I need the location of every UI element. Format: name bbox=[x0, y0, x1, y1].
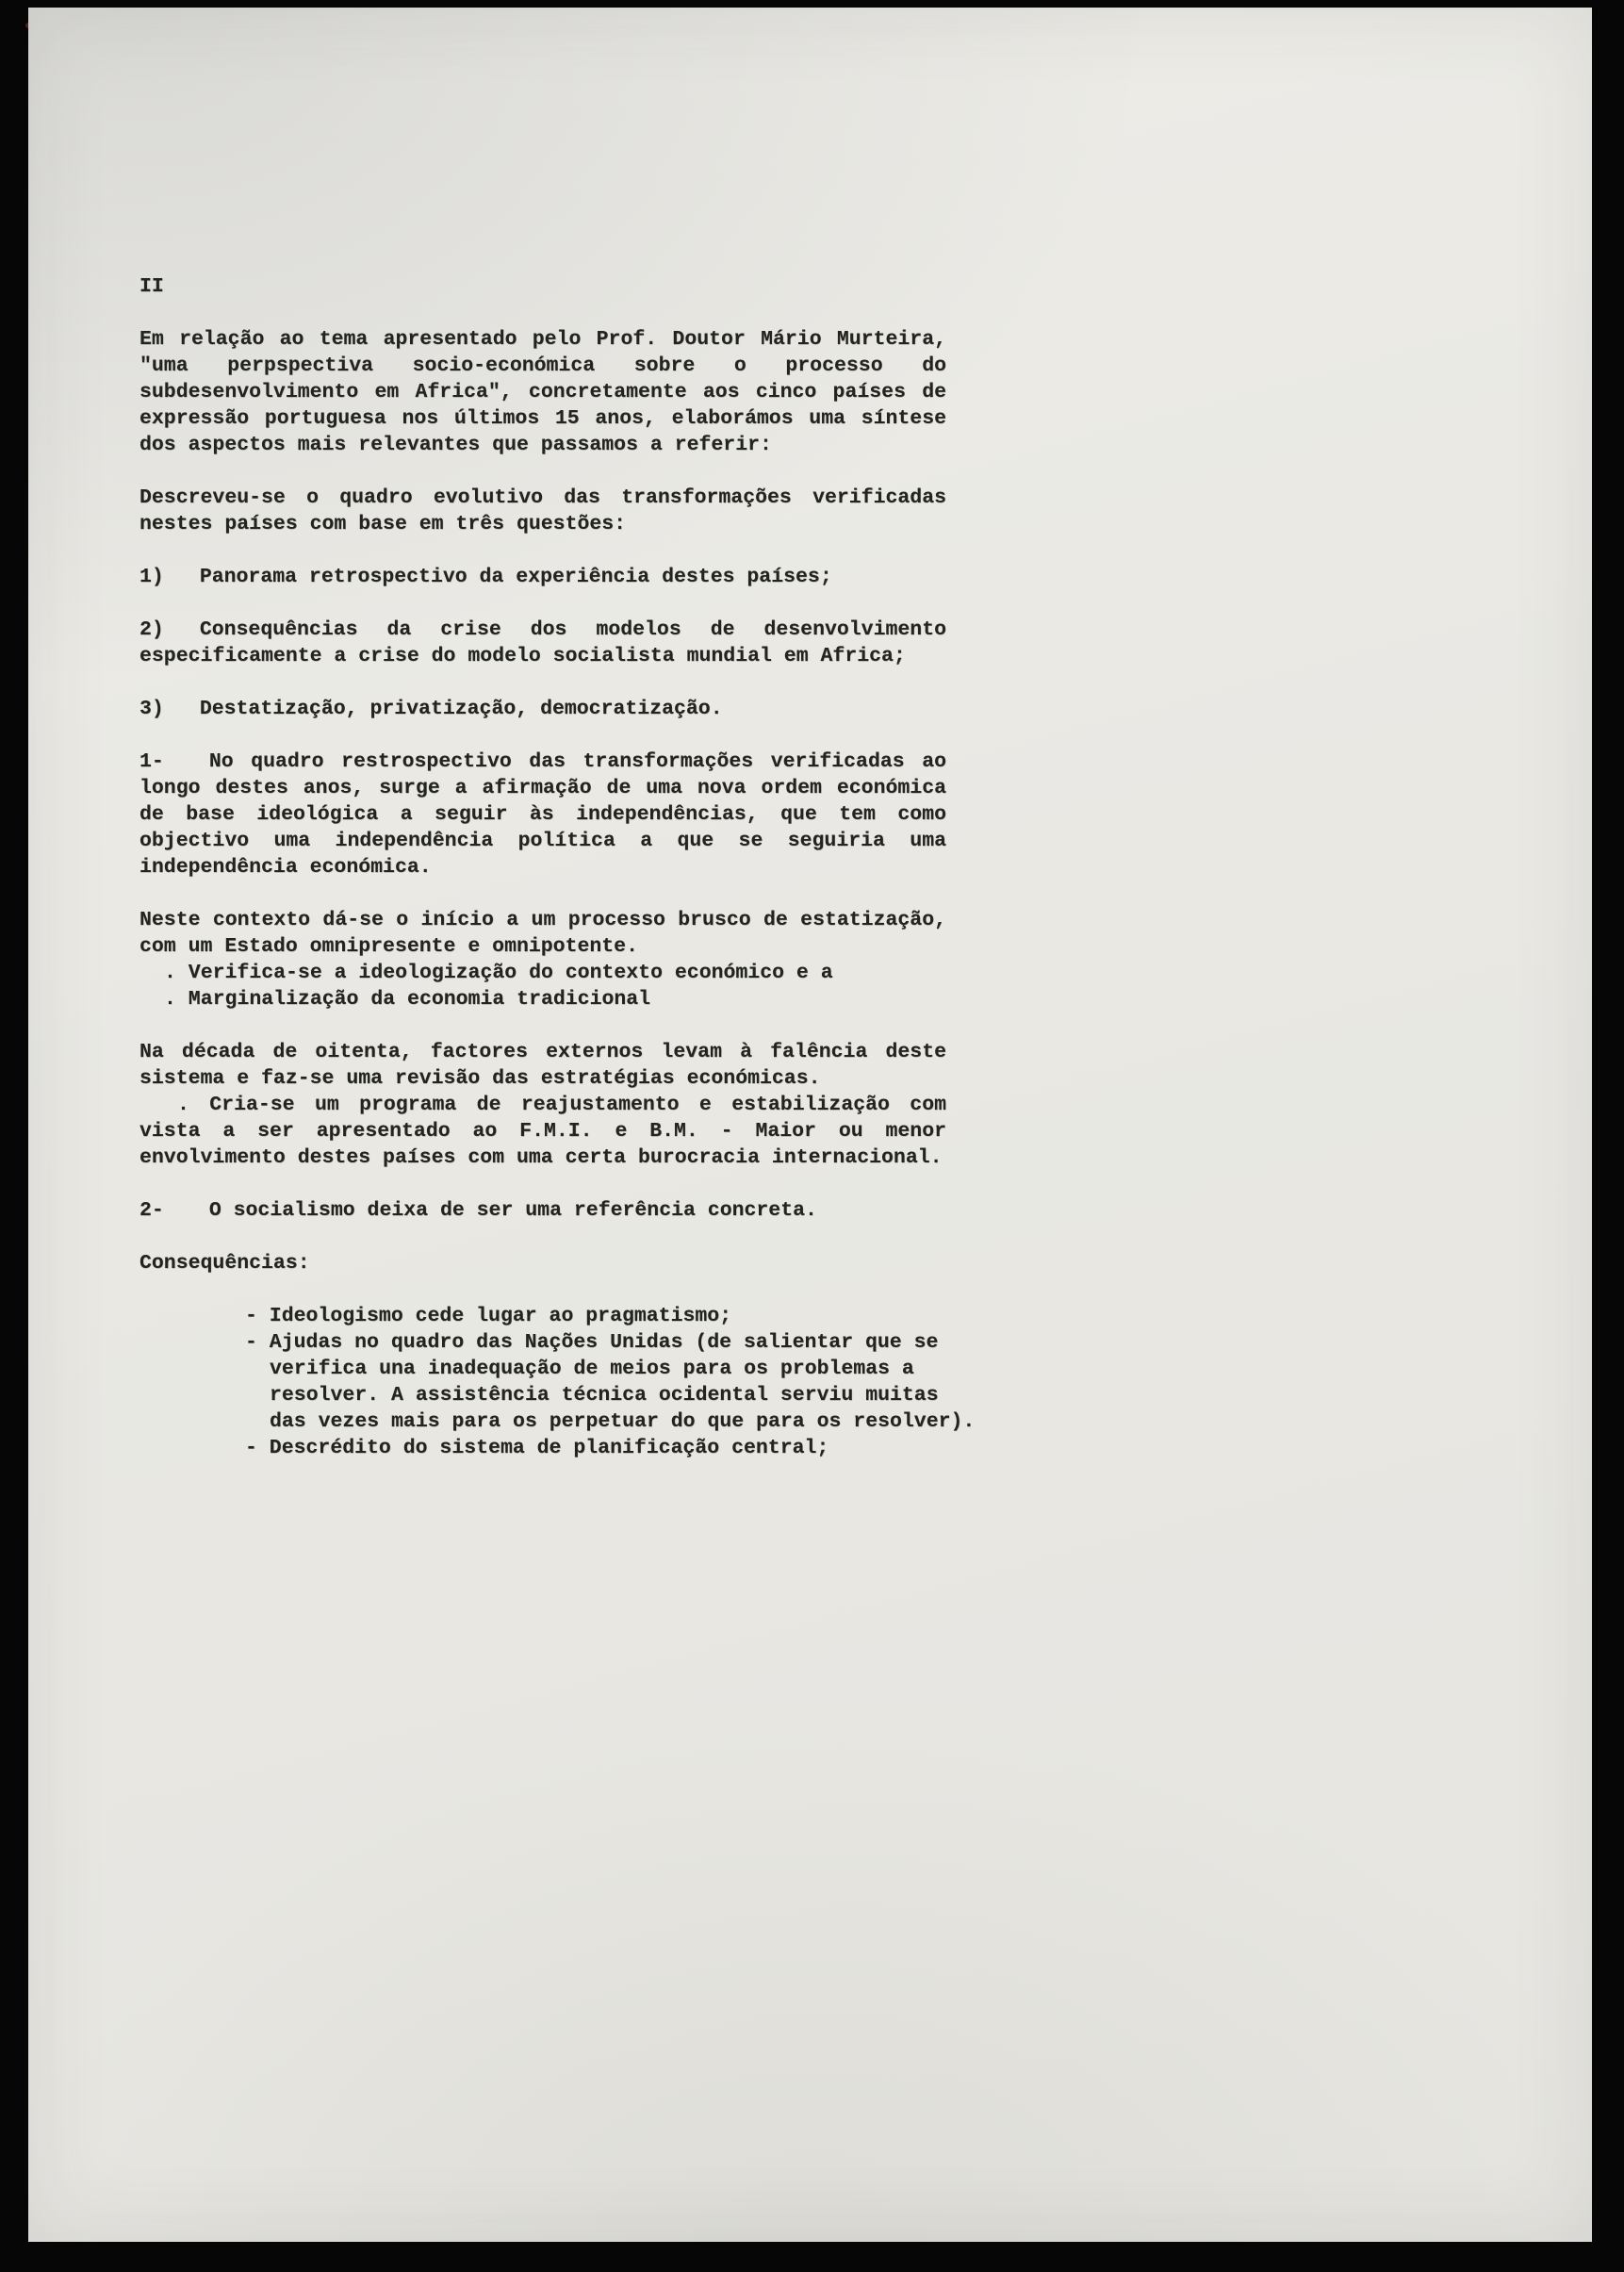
question-item-2 bbox=[139, 617, 946, 669]
item-text: Destatização, privatização, democratização. bbox=[199, 698, 723, 720]
question-item-3 bbox=[139, 696, 946, 722]
criase-paragraph: . Cria-se um programa de reajustamento e estabilização com vista a ser apresentado ao F.M.I. e B.M. - Maior ou menor envolvimento destes países com uma certa burocracia internacional. bbox=[139, 1094, 946, 1169]
question-item-1 bbox=[139, 564, 946, 590]
section-2-paragraph bbox=[139, 1197, 946, 1224]
dot-bullet-2: . Marginalização da economia tradicional bbox=[164, 988, 651, 1011]
list-item: - Descrédito do sistema de planificação central; bbox=[245, 1437, 829, 1459]
decada-paragraph: Na década de oitenta, factores externos levam à falência deste sistema e faz-se uma revisão das estratégias económicas. bbox=[139, 1041, 946, 1090]
list-item: - Ajudas no quadro das Nações Unidas (de salientar que se verifica una inadequação de meios para os problemas a resolver. A assistência técnica ocidental serviu muitas das vezes mais para os perpetuar do que para os resolver). bbox=[245, 1331, 976, 1433]
item-text: Consequências da crise dos modelos de desenvolvimento especificamente a crise do modelo socialista mundial em Africa; bbox=[139, 618, 946, 667]
estatizacao-paragraph: Neste contexto dá-se o início a um processo brusco de estatização, com um Estado omnipresente e omnipotente. bbox=[139, 909, 946, 958]
decada-block bbox=[139, 1039, 946, 1171]
section-1-paragraph bbox=[139, 749, 946, 881]
item-marker: 2) bbox=[139, 618, 164, 641]
page-number: II bbox=[139, 275, 164, 298]
dot-bullet-1: . Verifica-se a ideologização do contexto económico e a bbox=[164, 962, 833, 984]
item-text: Panorama retrospectivo da experiência destes países; bbox=[199, 566, 832, 588]
intro-paragraph: Em relação ao tema apresentado pelo Prof. Doutor Mário Murteira, "uma perpspectiva socio-económica sobre o processo do subdesenvolvimento em Africa", concretamente aos cinco países de expressão portuguesa nos últimos 15 anos, elaborámos uma síntese dos aspectos mais relevantes que passamos a referir: bbox=[139, 328, 946, 456]
overview-paragraph: Descreveu-se o quadro evolutivo das transformações verificadas nestes países com base em três questões: bbox=[139, 486, 946, 535]
item-marker: 1) bbox=[139, 566, 164, 588]
estatizacao-block bbox=[139, 907, 946, 1013]
document-page bbox=[28, 8, 1592, 2242]
section-marker: 1- bbox=[139, 750, 164, 773]
consequencias-list bbox=[245, 1303, 976, 1461]
section-text: No quadro restrospectivo das transformações verificadas ao longo destes anos, surge a afirmação de uma nova ordem económica de base ideológica a seguir às independências, que tem como objectivo uma independência política a que se seguiria uma independência económica. bbox=[139, 750, 946, 879]
consequencias-subheading: Consequências: bbox=[139, 1252, 310, 1275]
list-item: - Ideologismo cede lugar ao pragmatismo; bbox=[245, 1305, 732, 1327]
section-marker: 2- bbox=[139, 1199, 164, 1222]
item-marker: 3) bbox=[139, 698, 164, 720]
section-text: O socialismo deixa de ser uma referência concreta. bbox=[208, 1199, 817, 1222]
typewritten-content bbox=[139, 273, 976, 1461]
